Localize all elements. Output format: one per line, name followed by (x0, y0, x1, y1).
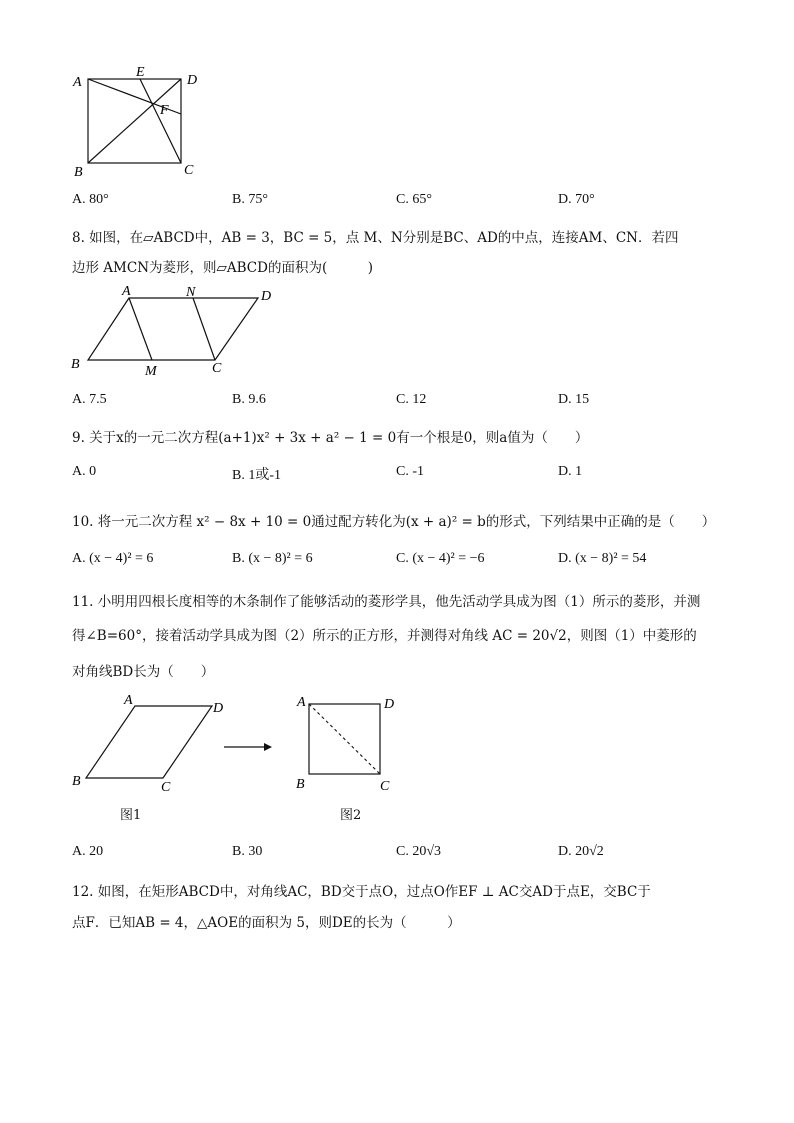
label-d: D (187, 73, 198, 88)
label-c: C (212, 361, 222, 376)
label-a: A (73, 75, 82, 90)
q7-option-a[interactable]: A. 80° (72, 192, 109, 207)
label-f: F (160, 103, 169, 118)
label-b: B (296, 777, 305, 792)
label-d: D (384, 697, 395, 712)
q8-option-b[interactable]: B. 9.6 (232, 392, 266, 407)
q9-stem: 9. 关于x的一元二次方程(a+1)x² + 3x + a² − 1 = 0有一个根是0，则a值为（ ） (72, 430, 589, 446)
segment-bd (88, 79, 181, 163)
q9-option-a[interactable]: A. 0 (72, 464, 97, 479)
figure-q8 (66, 282, 286, 382)
q11-option-c[interactable]: C. 20√3 (396, 844, 442, 859)
q7-option-d[interactable]: D. 70° (558, 192, 595, 207)
q9-option-b[interactable]: B. 1或-1 (232, 468, 281, 483)
label-b: B (72, 774, 81, 789)
q8-option-d[interactable]: D. 15 (558, 392, 590, 407)
label-d: D (261, 289, 272, 304)
q11-stem-line1: 11. 小明用四根长度相等的木条制作了能够活动的菱形学具，他先活动学具成为图（1）所示的菱形，并测 (72, 594, 701, 610)
label-d: D (213, 701, 224, 716)
label-a: A (297, 695, 306, 710)
label-a: A (124, 693, 133, 708)
q11-option-d[interactable]: D. 20√2 (558, 844, 604, 859)
q12-stem-line2: 点F．已知AB = 4，△AOE的面积为 5，则DE的长为（ ） (72, 915, 461, 931)
q10-stem: 10. 将一元二次方程 x² − 8x + 10 = 0通过配方转化为(x + a)² = b的形式，下列结果中正确的是（ ） (72, 514, 716, 530)
arrow-icon (222, 740, 274, 754)
q10-option-b[interactable]: B. (x − 8)² = 6 (232, 551, 313, 566)
label-c: C (380, 779, 390, 794)
label-m: M (145, 364, 157, 379)
label-b: B (74, 165, 83, 180)
q10-option-a[interactable]: A. (x − 4)² = 6 (72, 551, 154, 566)
label-b: B (71, 357, 80, 372)
figure-q11-square (290, 690, 410, 798)
q11-option-b[interactable]: B. 30 (232, 844, 263, 859)
label-c: C (161, 780, 171, 795)
segment-am (129, 298, 152, 360)
q11-stem-line2: 得∠B=60°，接着活动学具成为图（2）所示的正方形，并测得对角线 AC = 20√2，则图（1）中菱形的 (72, 628, 697, 644)
q8-stem-line1: 8. 如图，在▱ABCD中，AB = 3，BC = 5，点 M、N分别是BC、AD的中点，连接AM、CN．若四 (72, 230, 679, 246)
label-n: N (186, 285, 196, 300)
segment-nc (193, 298, 215, 360)
q10-option-d[interactable]: D. (x − 8)² = 54 (558, 551, 647, 566)
label-c: C (184, 163, 194, 178)
q9-option-c[interactable]: C. -1 (396, 464, 424, 479)
q10-option-c[interactable]: C. (x − 4)² = −6 (396, 551, 485, 566)
figure-q11-rhombus (66, 690, 236, 798)
q8-stem-line2: 边形 AMCN为菱形，则▱ABCD的面积为( ) (72, 260, 373, 276)
q11-stem-line3: 对角线BD长为（ ） (72, 664, 215, 680)
q8-option-a[interactable]: A. 7.5 (72, 392, 107, 407)
figure-q7 (60, 60, 220, 185)
q7-option-c[interactable]: C. 65° (396, 192, 432, 207)
rhombus-abcd (86, 706, 212, 778)
parallelogram-abcd (88, 298, 258, 360)
figure2-caption: 图2 (340, 808, 362, 823)
diagonal-ac (309, 704, 380, 774)
q11-option-a[interactable]: A. 20 (72, 844, 104, 859)
label-a: A (122, 284, 131, 299)
q9-option-d[interactable]: D. 1 (558, 464, 583, 479)
q8-option-c[interactable]: C. 12 (396, 392, 427, 407)
segment-ec (140, 79, 181, 163)
label-e: E (136, 65, 145, 80)
q7-option-b[interactable]: B. 75° (232, 192, 268, 207)
figure1-caption: 图1 (120, 808, 142, 823)
q12-stem-line1: 12. 如图，在矩形ABCD中，对角线AC，BD交于点O，过点O作EF ⊥ AC交AD于点E，交BC于 (72, 884, 651, 900)
